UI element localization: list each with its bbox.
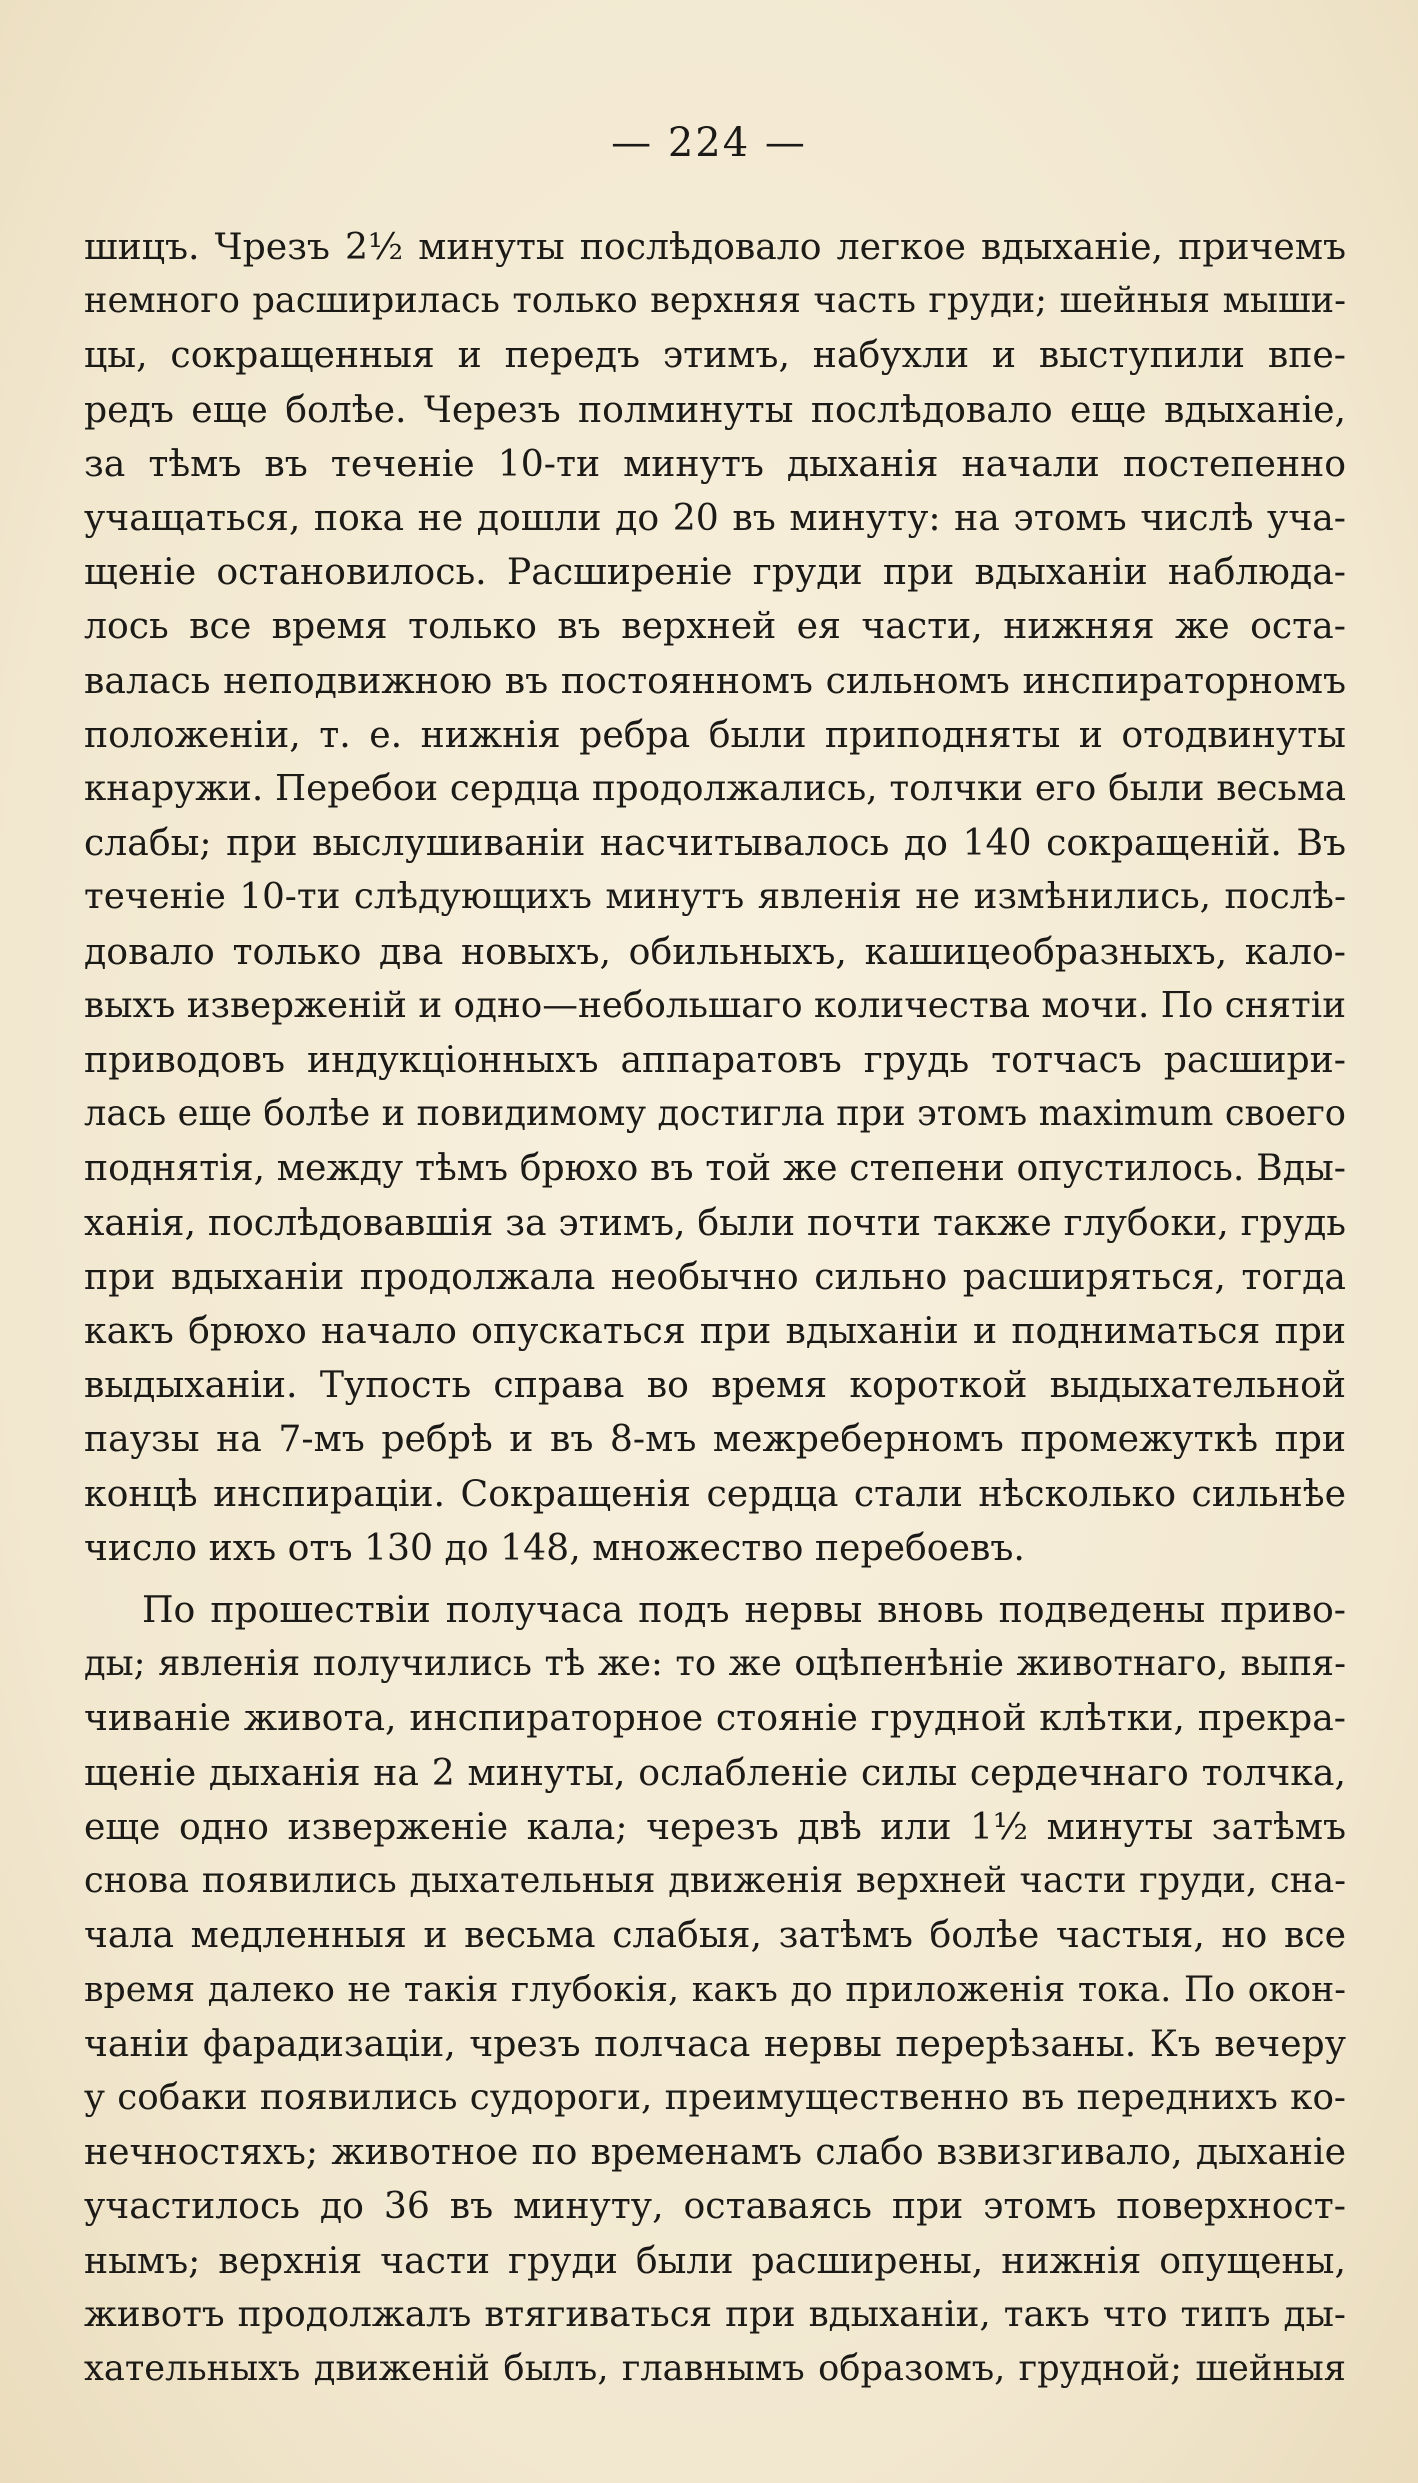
text-line: ды; явленія получились тѣ же: то же оцѣпенѣніе животнаго, выпя- <box>84 1643 1346 1685</box>
text-line: приводовъ индукціонныхъ аппаратовъ грудь тотчасъ расшири- <box>84 1038 1346 1082</box>
text-line: довало только два новыхъ, обильныхъ, кашицеобразныхъ, кало- <box>84 929 1346 973</box>
text-line: чаніи фарадизаціи, чрезъ полчаса нервы перерѣзаны. Къ вечеру <box>84 2021 1346 2065</box>
text-line: теченіе 10-ти слѣдующихъ минутъ явленія не измѣнились, послѣ- <box>84 876 1346 918</box>
text-line: положеніи, т. е. нижнія ребра были приподняты и отодвинуты <box>84 712 1346 756</box>
body-text <box>84 220 1346 2396</box>
text-line: еще одно изверженіе кала; черезъ двѣ или 1½ минуты затѣмъ <box>84 1804 1346 1848</box>
paragraph-2 <box>84 1583 1346 2396</box>
text-line: хательныхъ движеній былъ, главнымъ образомъ, грудной; шейныя <box>84 2347 1346 2389</box>
text-line: число ихъ отъ 130 до 148, множество перебоевъ. <box>84 1525 1025 1569</box>
text-line: слабы; при выслушиваніи насчитывалось до 140 сокращеній. Въ <box>84 821 1346 865</box>
text-line: лось все время только въ верхней ея части, нижняя же оста- <box>84 604 1346 648</box>
text-line: нечностяхъ; животное по временамъ слабо взвизгивало, дыханіе <box>84 2130 1346 2174</box>
text-line: ханія, послѣдовавшія за этимъ, были почти также глубоки, грудь <box>84 1200 1346 1244</box>
text-line: кнаружи. Перебои сердца продолжались, толчки его были весьма <box>84 768 1346 810</box>
text-line: немного расширилась только верхняя часть груди; шейныя мыши- <box>84 280 1346 322</box>
text-line: концѣ инспираціи. Сокращенія сердца стали нѣсколько сильнѣе <box>84 1471 1346 1515</box>
text-line: за тѣмъ въ теченіе 10-ти минутъ дыханія начали постепенно <box>84 441 1346 485</box>
page-number: — 224 — <box>611 120 807 166</box>
text-line: лась еще болѣе и повидимому достигла при этомъ maximum своего <box>84 1093 1346 1135</box>
text-line: у собаки появились судороги, преимущественно въ переднихъ ко- <box>84 2076 1346 2118</box>
text-line: учащаться, пока не дошли до 20 въ минуту: на этомъ числѣ уча- <box>84 496 1346 540</box>
text-line: щеніе дыханія на 2 минуты, ослабленіе силы сердечнаго толчка, <box>84 1750 1346 1794</box>
text-line: выхъ изверженій и одно—небольшаго количества мочи. По снятіи <box>84 984 1346 1026</box>
text-line: животъ продолжалъ втягиваться при вдыханіи, такъ что типъ ды- <box>84 2293 1346 2335</box>
text-line: чиваніе живота, инспираторное стояніе грудной клѣтки, прекра- <box>84 1696 1346 1740</box>
text-line: По прошествіи получаса подъ нервы вновь подведены приво- <box>142 1588 1346 1632</box>
text-line: цы, сокращенныя и передъ этимъ, набухли и выступили впе- <box>84 333 1346 377</box>
paragraph-1 <box>84 220 1346 1575</box>
text-line: снова появились дыхательныя движенія верхней части груди, сна- <box>84 1860 1346 1902</box>
text-line: при вдыханіи продолжала необычно сильно расширяться, тогда <box>84 1254 1346 1298</box>
text-line: чала медленныя и весьма слабыя, затѣмъ болѣе частыя, но все <box>84 1913 1346 1957</box>
text-line: паузы на 7-мъ ребрѣ и въ 8-мъ межреберномъ промежуткѣ при <box>84 1417 1346 1461</box>
text-line: какъ брюхо начало опускаться при вдыханіи и подниматься при <box>84 1309 1346 1353</box>
text-line: участилось до 36 въ минуту, оставаясь при этомъ поверхност- <box>84 2184 1346 2228</box>
text-line: выдыханіи. Тупость справа во время короткой выдыхательной <box>84 1363 1346 1407</box>
text-line: щеніе остановилось. Расширеніе груди при вдыханіи наблюда- <box>84 550 1346 594</box>
text-line: редъ еще болѣе. Черезъ полминуты послѣдовало еще вдыханіе, <box>84 387 1346 431</box>
text-line: валась неподвижною въ постоянномъ сильномъ инспираторномъ <box>84 658 1346 702</box>
text-line: шицъ. Чрезъ 2½ минуты послѣдовало легкое вдыханіе, причемъ <box>84 225 1346 268</box>
text-line: время далеко не такія глубокія, какъ до приложенія тока. По окон- <box>84 1969 1346 2010</box>
text-line: поднятія, между тѣмъ брюхо въ той же степени опустилось. Вды- <box>84 1146 1346 1190</box>
text-line: нымъ; верхнія части груди были расширены, нижнія опущены, <box>84 2238 1346 2282</box>
